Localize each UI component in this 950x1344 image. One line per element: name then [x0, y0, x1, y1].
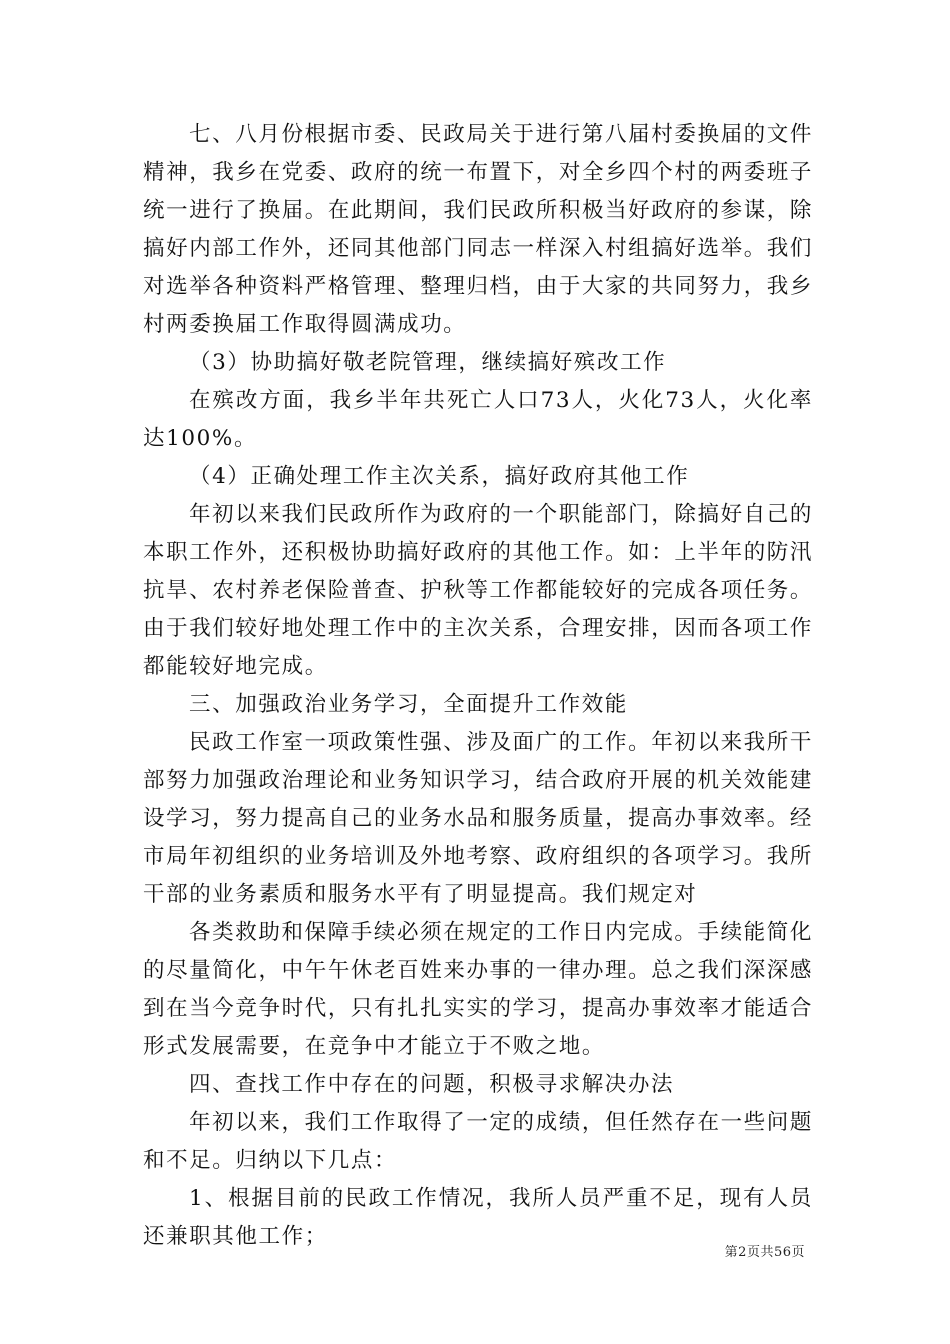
- paragraph-study: 民政工作室一项政策性强、涉及面广的工作。年初以来我所干部努力加强政治理论和业务知识学习，结合政府开展的机关效能建设学习，努力提高自己的业务水品和服务质量，提高办事效率。经市局年初组织的业务培训及外地考察、政府组织的各项学习。我所干部的业务素质和服务水平有了明显提高。我们规定对: [143, 730, 813, 907]
- paragraph-procedures: 各类救助和保障手续必须在规定的工作日内完成。手续能简化的尽量简化，中午午休老百姓来办事的一律办理。总之我们深深感到在当今竞争时代，只有扎扎实实的学习，提高办事效率才能适合形式发展需要，在竞争中才能立于不败之地。: [143, 920, 813, 1059]
- page-number-footer: 第2页共56页: [724, 1245, 805, 1260]
- document-body: [143, 116, 813, 1256]
- heading-funeral-reform: （3）协助搞好敬老院管理，继续搞好殡改工作: [189, 350, 667, 375]
- paragraph-cremation-rate: 在殡改方面，我乡半年共死亡人口73人，火化73人，火化率达100%。: [143, 388, 813, 451]
- heading-work-priorities: （4）正确处理工作主次关系，搞好政府其他工作: [189, 464, 690, 489]
- paragraph-other-work: 年初以来我们民政所作为政府的一个职能部门，除搞好自己的本职工作外，还积极协助搞好政府的其他工作。如：上半年的防汛抗旱、农村养老保险普查、护秋等工作都能较好的完成各项任务。由于我们较好地处理工作中的主次关系，合理安排，因而各项工作都能较好地完成。: [143, 502, 813, 679]
- heading-section-three: 三、加强政治业务学习，全面提升工作效能: [189, 692, 628, 717]
- heading-section-four: 四、查找工作中存在的问题，积极寻求解决办法: [189, 1072, 675, 1097]
- paragraph-problems-intro: 年初以来，我们工作取得了一定的成绩，但任然存在一些问题和不足。归纳以下几点：: [143, 1110, 813, 1173]
- paragraph-election: 七、八月份根据市委、民政局关于进行第八届村委换届的文件精神，我乡在党委、政府的统一布置下，对全乡四个村的两委班子统一进行了换届。在此期间，我们民政所积极当好政府的参谋，除搞好内部工作外，还同其他部门同志一样深入村组搞好选举。我们对选举各种资料严格管理、整理归档，由于大家的共同努力，我乡村两委换届工作取得圆满成功。: [143, 122, 813, 337]
- paragraph-problem-one: 1、根据目前的民政工作情况，我所人员严重不足，现有人员还兼职其他工作；: [143, 1186, 813, 1249]
